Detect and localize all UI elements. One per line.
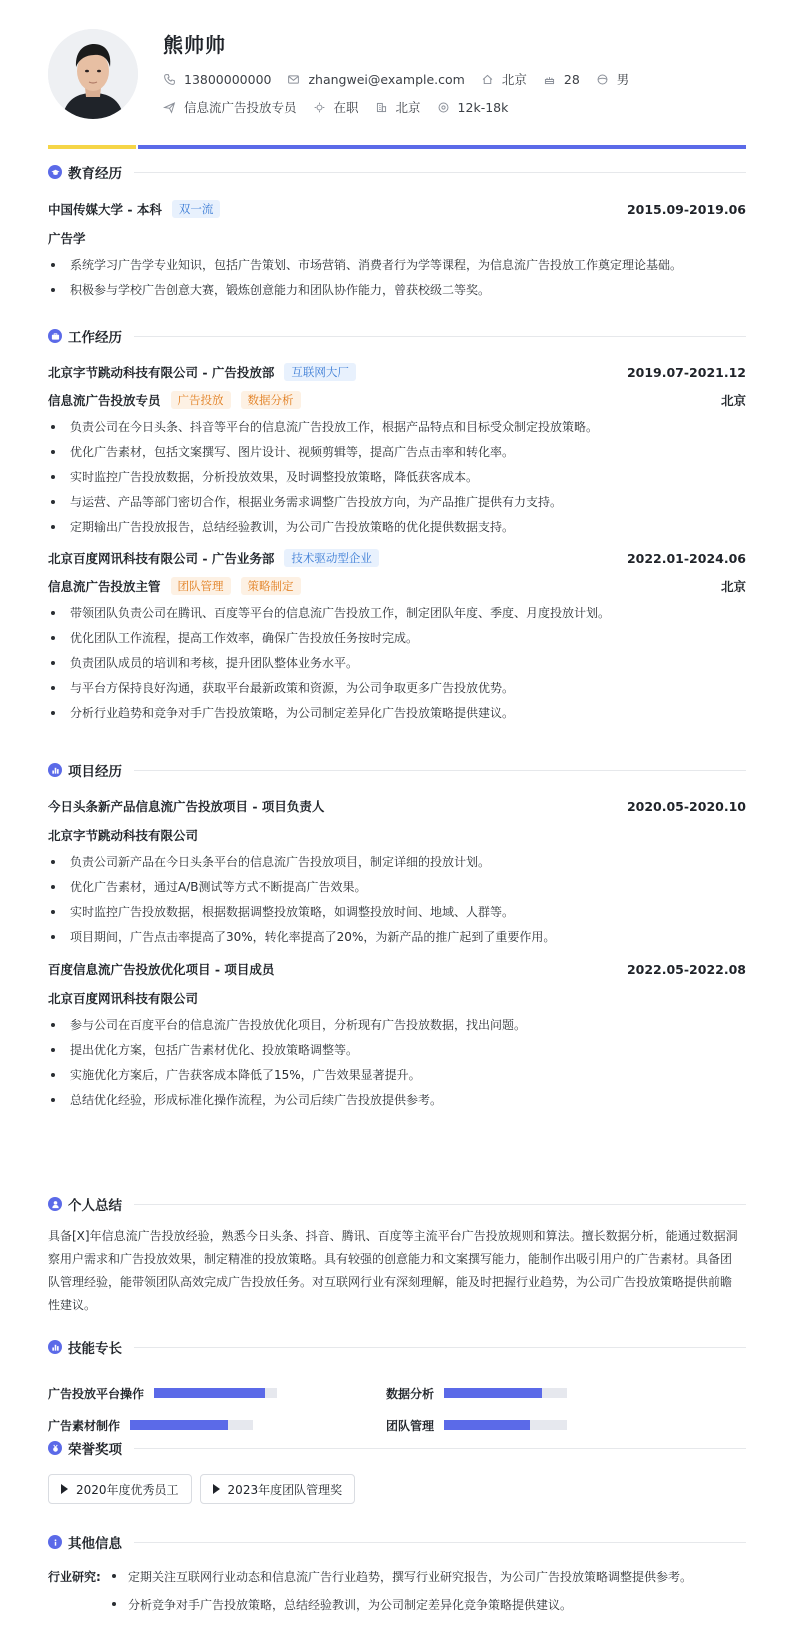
email-text: zhangwei@example.com [308, 71, 465, 87]
list-item: 定期输出广告投放报告，总结经验教训，为公司广告投放策略的优化提供数据支持。 [48, 518, 746, 543]
age-info [543, 72, 580, 87]
education-major-row [48, 229, 746, 247]
award-item [48, 1474, 192, 1504]
role-tag: 策略制定 [241, 577, 301, 595]
project-name-row [48, 797, 746, 815]
bullet-dot [112, 1574, 116, 1578]
project-org-row [48, 989, 746, 1007]
job-location: 北京 [720, 393, 746, 408]
position-info [163, 98, 297, 116]
project-date: 2020.05-2020.10 [626, 798, 746, 814]
job-role-row [48, 391, 746, 409]
projects-section [48, 760, 746, 1116]
list-item: 分析行业趋势和竞争对手广告投放策略，为公司制定差异化广告投放策略提供建议。 [48, 704, 746, 729]
section-header [48, 162, 746, 182]
job-row [163, 98, 524, 116]
skill-item [48, 1418, 253, 1432]
education-school-row [48, 200, 746, 218]
chart-icon [48, 1340, 62, 1354]
company-name: 北京字节跳动科技有限公司 - 广告投放部 [48, 365, 275, 380]
skill-bar-fill [130, 1420, 228, 1430]
list-item: 优化广告素材，包括文案撰写、图片设计、视频剪辑等，提高广告点击率和转化率。 [48, 443, 746, 468]
summary-line: 察用户需求和广告投放效果，制定精准的投放策略。具有较强的创意能力和文案撰写能力，能制作出吸引用户的广告素材。具备团 [48, 1252, 733, 1266]
list-item: 带领团队负责公司在腾讯、百度等平台的信息流广告投放工作，制定团队年度、季度、月度投放计划。 [48, 604, 746, 629]
project-org: 北京字节跳动科技有限公司 [48, 828, 199, 843]
project-date: 2022.05-2022.08 [626, 961, 746, 977]
summary-section [48, 1194, 746, 1317]
list-item: 参与公司在百度平台的信息流广告投放优化项目，分析现有广告投放数据，找出问题。 [48, 1016, 746, 1041]
skill-bar [444, 1388, 567, 1398]
list-item: 积极参与学校广告创意大赛，锻炼创意能力和团队协作能力，曾获校级二等奖。 [48, 281, 746, 306]
section-title: 荣誉奖项 [68, 1442, 122, 1458]
skill-bar-fill [444, 1388, 542, 1398]
job-role-row [48, 577, 746, 595]
coin-icon [437, 101, 450, 114]
awards-section [48, 1438, 746, 1504]
mail-icon [287, 73, 300, 86]
list-item: 实时监控广告投放数据，根据数据调整投放策略，如调整投放时间、地域、人群等。 [48, 903, 746, 928]
header-accent-bar [48, 145, 746, 149]
list-item: 系统学习广告学专业知识，包括广告策划、市场营销、消费者行为学等课程，为信息流广告投放工作奠定理论基础。 [48, 256, 746, 281]
skill-label: 数据分析 [386, 1386, 435, 1401]
other-text: 定期关注互联网行业动态和信息流广告行业趋势，撰写行业研究报告，为公司广告投放策略调整提供参考。 [128, 1569, 693, 1584]
education-bullets [48, 256, 746, 306]
skill-item [48, 1386, 277, 1400]
job-bullets [48, 418, 746, 543]
email-info [287, 72, 464, 87]
project-name: 百度信息流广告投放优化项目 - 项目成员 [48, 962, 275, 977]
skill-item [386, 1386, 567, 1400]
skill-bar-fill [444, 1420, 530, 1430]
section-header [48, 326, 746, 346]
education-section [48, 162, 746, 306]
person-icon [596, 73, 609, 86]
city-text: 北京 [395, 100, 421, 115]
status-text: 在职 [333, 100, 359, 115]
list-item: 与运营、产品等部门密切合作，根据业务需求调整广告投放方向，为产品推广提供有力支持。 [48, 493, 746, 518]
list-item: 负责公司在今日头条、抖音等平台的信息流广告投放工作，根据产品特点和目标受众制定投放策略。 [48, 418, 746, 443]
age-text: 28 [563, 71, 580, 87]
section-title: 教育经历 [68, 166, 122, 182]
avatar-portrait-icon [48, 29, 138, 119]
info-icon [48, 1535, 62, 1549]
major: 广告学 [48, 231, 86, 246]
avatar [48, 29, 138, 119]
section-header [48, 1194, 746, 1214]
salary-info [437, 100, 509, 115]
medal-icon [48, 1441, 62, 1455]
award-label: 2020年度优秀员工 [76, 1482, 179, 1497]
skill-label: 广告投放平台操作 [48, 1386, 145, 1401]
project-name: 今日头条新产品信息流广告投放项目 - 项目负责人 [48, 799, 325, 814]
contact-row [163, 70, 645, 88]
list-item: 负责团队成员的培训和考核，提升团队整体业务水平。 [48, 654, 746, 679]
awards-list [48, 1474, 746, 1504]
job-role: 信息流广告投放主管 [48, 579, 161, 594]
position-text: 信息流广告投放专员 [184, 100, 297, 115]
education-date: 2015.09-2019.06 [626, 201, 746, 217]
company-tag: 互联网大厂 [284, 363, 356, 381]
home-icon [481, 73, 494, 86]
building-icon [375, 101, 388, 114]
section-header [48, 1337, 746, 1357]
section-header [48, 1532, 746, 1552]
other-row [48, 1562, 746, 1590]
other-label: 行业研究: [48, 1569, 101, 1584]
list-item: 优化广告素材，通过A/B测试等方式不断提高广告效果。 [48, 878, 746, 903]
briefcase-icon [48, 329, 62, 343]
skill-bar-fill [154, 1388, 265, 1398]
phone-text: 13800000000 [184, 71, 272, 87]
job-location: 北京 [720, 579, 746, 594]
section-title: 其他信息 [68, 1536, 122, 1552]
school-name: 中国传媒大学 - 本科 [48, 202, 162, 217]
company-tag: 技术驱动型企业 [284, 549, 379, 567]
list-item: 实时监控广告投放数据，分析投放效果，及时调整投放策略，降低获客成本。 [48, 468, 746, 493]
skill-item [386, 1418, 567, 1432]
play-icon [213, 1484, 220, 1494]
job-role: 信息流广告投放专员 [48, 393, 161, 408]
skill-bar [444, 1420, 567, 1430]
project-name-row [48, 960, 746, 978]
project-org: 北京百度网讯科技有限公司 [48, 991, 199, 1006]
city-info [375, 98, 421, 116]
role-tag: 广告投放 [171, 391, 231, 409]
skill-bar [154, 1388, 277, 1398]
home-text: 北京 [501, 72, 527, 87]
skills-grid [48, 1357, 746, 1433]
section-title: 技能专长 [68, 1341, 122, 1357]
list-item: 负责公司新产品在今日头条平台的信息流广告投放项目，制定详细的投放计划。 [48, 853, 746, 878]
skill-label: 团队管理 [386, 1418, 435, 1433]
user-icon [48, 1197, 62, 1211]
other-section [48, 1532, 746, 1618]
role-tag: 数据分析 [241, 391, 301, 409]
skill-label: 广告素材制作 [48, 1418, 121, 1433]
bar-chart-icon [48, 763, 62, 777]
job-date: 2019.07-2021.12 [626, 364, 746, 380]
gender-info [596, 70, 630, 88]
summary-line: 队管理经验，能带领团队高效完成广告投放任务。对互联网行业有深刻理解，能及时把握行业趋势，为公司广告投放策略提供前瞻 [48, 1275, 733, 1289]
phone-info [163, 72, 271, 87]
status-info [313, 98, 359, 116]
list-item: 实施优化方案后，广告获客成本降低了15%，广告效果显著提升。 [48, 1066, 746, 1091]
job-company-row [48, 549, 746, 567]
summary-text [48, 1225, 746, 1317]
resume-header [48, 0, 746, 146]
project-org-row [48, 826, 746, 844]
list-item: 项目期间，广告点击率提高了30%，转化率提高了20%，为新产品的推广起到了重要作用。 [48, 928, 746, 953]
cake-icon [543, 73, 556, 86]
home-info [481, 70, 527, 88]
candidate-name: 熊帅帅 [163, 33, 226, 57]
company-name: 北京百度网讯科技有限公司 - 广告业务部 [48, 551, 275, 566]
work-section [48, 326, 746, 729]
section-title: 工作经历 [68, 330, 122, 346]
status-icon [313, 101, 326, 114]
list-item: 与平台方保持良好沟通，获取平台最新政策和资源，为公司争取更多广告投放优势。 [48, 679, 746, 704]
play-icon [61, 1484, 68, 1494]
salary-text: 12k-18k [457, 99, 509, 115]
job-date: 2022.01-2024.06 [626, 550, 746, 566]
list-item: 优化团队工作流程，提高工作效率，确保广告投放任务按时完成。 [48, 629, 746, 654]
job-bullets [48, 604, 746, 729]
skill-bar [130, 1420, 253, 1430]
section-header [48, 1438, 746, 1458]
bullet-dot [112, 1602, 116, 1606]
award-label: 2023年度团队管理奖 [227, 1482, 343, 1497]
other-row [48, 1590, 746, 1618]
section-title: 项目经历 [68, 764, 122, 780]
skills-section [48, 1337, 746, 1433]
list-item: 提出优化方案，包括广告素材优化、投放策略调整等。 [48, 1041, 746, 1066]
summary-line: 具备[X]年信息流广告投放经验，熟悉今日头条、抖音、腾讯、百度等主流平台广告投放规则和算法。擅长数据分析，能通过数据洞 [48, 1229, 738, 1243]
list-item: 总结优化经验，形成标准化操作流程，为公司后续广告投放提供参考。 [48, 1091, 746, 1116]
section-title: 个人总结 [68, 1198, 122, 1214]
section-header [48, 760, 746, 780]
gender-text: 男 [616, 72, 630, 87]
summary-line: 性建议。 [48, 1298, 97, 1312]
award-item [200, 1474, 356, 1504]
job-company-row [48, 363, 746, 381]
role-tag: 团队管理 [171, 577, 231, 595]
graduation-cap-icon [48, 165, 62, 179]
send-icon [163, 101, 176, 114]
project-bullets [48, 853, 746, 953]
other-text: 分析竞争对手广告投放策略，总结经验教训，为公司制定差异化竞争策略提供建议。 [128, 1597, 573, 1612]
phone-icon [163, 73, 176, 86]
project-bullets [48, 1016, 746, 1116]
school-tag: 双一流 [172, 200, 221, 218]
